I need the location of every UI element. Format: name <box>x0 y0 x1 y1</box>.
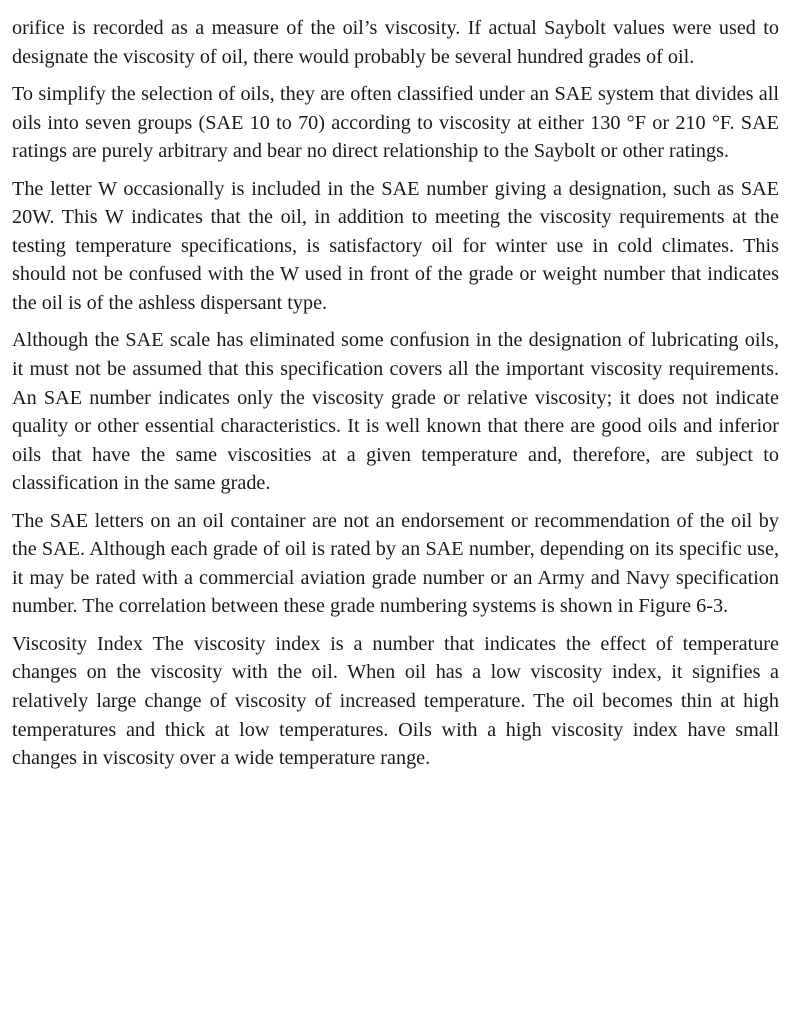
paragraph-sae-scale-limitations: Although the SAE scale has eliminated some confusion in the designation of lubricating oils, it must not be assumed that this specification covers all the important viscosity requirements. An SAE number indicates only the viscosity grade or relative viscosity; it does not indicate quality or other essential characteristics. It is well known that there are good oils and inferior oils that have the same viscosities at a given temperature and, therefore, are subject to classification in the same grade. <box>12 329 779 495</box>
paragraph-saybolt-orifice: orifice is recorded as a measure of the oil’s viscosity. If actual Saybolt values were used to designate the viscosity of oil, there would probably be several hundred grades of oil. <box>12 17 779 68</box>
paragraph-sae-letters-container: The SAE letters on an oil container are not an endorsement or recommendation of the oil by the SAE. Although each grade of oil is rated by an SAE number, depending on its specific use, it may be rated with a commercial aviation grade number or an Army and Navy specification number. The correlation between these grade numbering systems is shown in Figure 6-3. <box>12 509 779 618</box>
document-page <box>12 14 779 782</box>
paragraph-viscosity-index: Viscosity Index The viscosity index is a number that indicates the effect of temperature changes on the viscosity with the oil. When oil has a low viscosity index, it signifies a relatively large change of viscosity of increased temperature. The oil becomes thin at high temperatures and thick at low temperatures. Oils with a high viscosity index have small changes in viscosity over a wide temperature range. <box>12 632 779 770</box>
paragraph-sae-system: To simplify the selection of oils, they are often classified under an SAE system that divides all oils into seven groups (SAE 10 to 70) according to viscosity at either 130 °F or 210 °F. SAE ratings are purely arbitrary and bear no direct relationship to the Saybolt or other ratings. <box>12 82 779 163</box>
paragraph-letter-w: The letter W occasionally is included in the SAE number giving a designation, such as SAE 20W. This W indicates that the oil, in addition to meeting the viscosity requirements at the testing temperature specifications, is satisfactory oil for winter use in cold climates. This should not be confused with the W used in front of the grade or weight number that indicates the oil is of the ashless dispersant type. <box>12 177 779 314</box>
